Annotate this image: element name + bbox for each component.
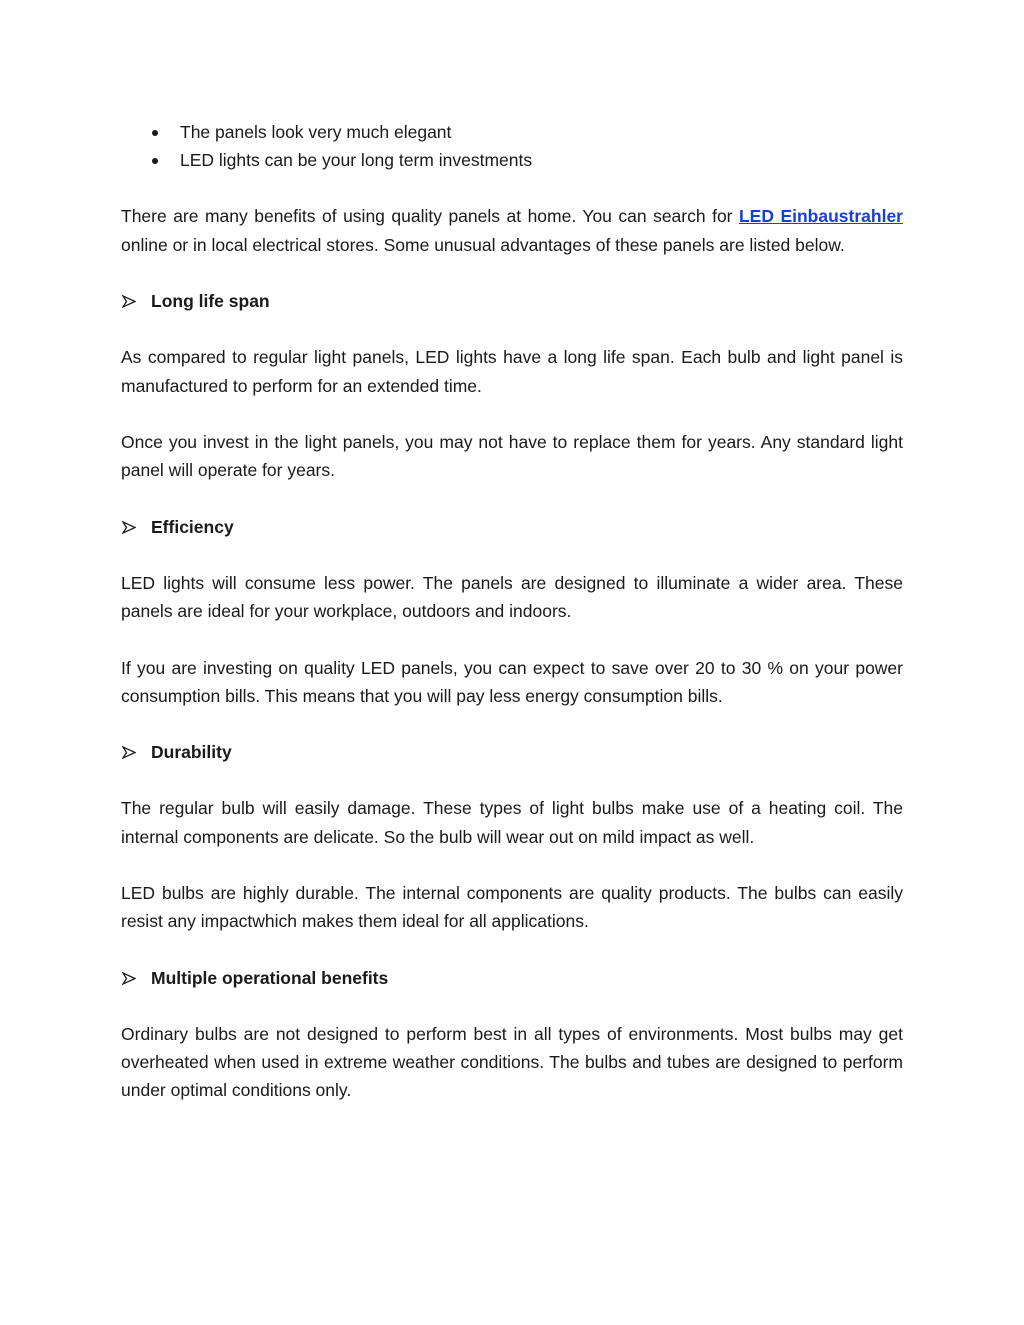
list-item — [121, 146, 903, 174]
arrowhead-bullet-icon — [122, 295, 136, 308]
led-einbaustrahler-link[interactable]: LED Einbaustrahler — [738, 206, 903, 227]
document-page — [121, 118, 903, 1133]
list-item — [121, 118, 903, 146]
intro-text-before: There are many benefits of using quality panels at home. You can search for — [121, 206, 739, 227]
section-paragraph: The regular bulb will easily damage. These types of light bulbs make use of a heating coil. The internal components are delicate. So the bulb will wear out on mild impact as well. — [121, 798, 903, 847]
section-heading-multiple-operational-benefits — [121, 964, 903, 992]
section-paragraph: If you are investing on quality LED panels, you can expect to save over 20 to 30 % on your power consumption bills. This means that you will pay less energy consumption bills. — [121, 657, 903, 706]
intro-paragraph — [121, 202, 903, 258]
bullet-text: LED lights can be your long term investments — [180, 150, 533, 171]
arrowhead-bullet-icon — [122, 746, 136, 759]
section-heading-long-life-span — [121, 287, 903, 315]
section-heading-efficiency — [121, 513, 903, 541]
bullet-dot-icon — [152, 158, 158, 164]
intro-text-after: online or in local electrical stores. Some unusual advantages of these panels are listed below. — [121, 234, 845, 255]
section-heading-durability — [121, 738, 903, 766]
section-heading-text: Multiple operational benefits — [151, 967, 389, 988]
section-heading-text: Long life span — [151, 290, 270, 311]
arrowhead-bullet-icon — [122, 972, 136, 985]
section-paragraph: Once you invest in the light panels, you may not have to replace them for years. Any standard light panel will operate for years. — [121, 431, 903, 481]
section-heading-text: Durability — [151, 742, 232, 763]
bullet-text: The panels look very much elegant — [180, 122, 452, 142]
bullet-dot-icon — [152, 130, 158, 136]
arrowhead-bullet-icon — [122, 521, 136, 534]
section-paragraph: As compared to regular light panels, LED lights have a long life span. Each bulb and light panel is manufactured to perform for an extended time. — [121, 347, 903, 396]
section-paragraph: LED lights will consume less power. The panels are designed to illuminate a wider area. These panels are ideal for your workplace, outdoors and indoors. — [121, 572, 903, 622]
section-paragraph: Ordinary bulbs are not designed to perform best in all types of environments. Most bulbs may get overheated when used in extreme weather conditions. The bulbs and tubes are designed to perform under optimal conditions only. — [121, 1024, 903, 1101]
section-paragraph: LED bulbs are highly durable. The internal components are quality products. The bulbs can easily resist any impactwhich makes them ideal for all applications. — [121, 883, 903, 932]
section-heading-text: Efficiency — [151, 516, 234, 537]
feature-bullet-list — [121, 118, 903, 174]
